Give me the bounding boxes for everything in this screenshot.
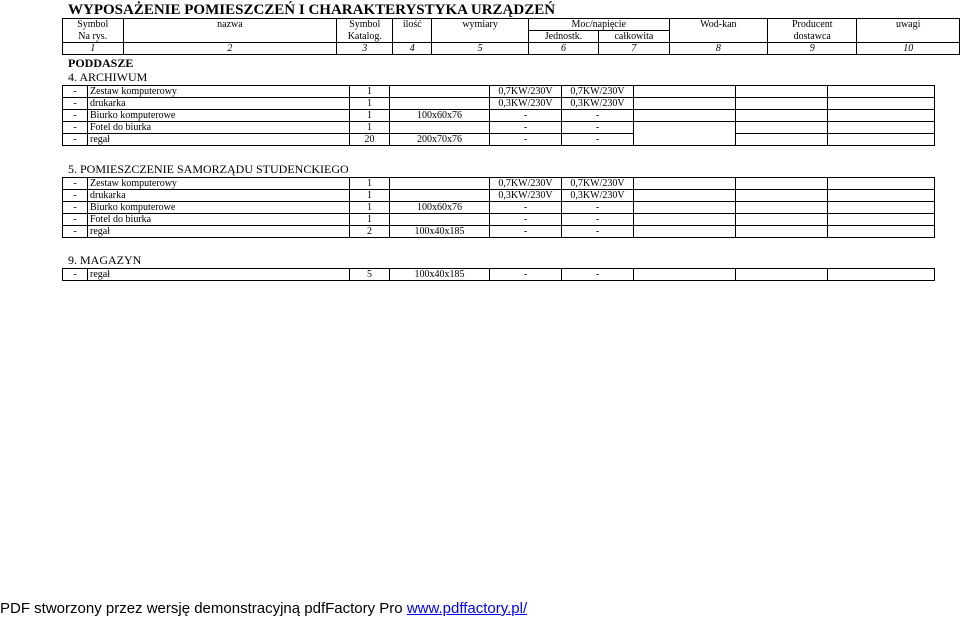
item-producent [736,98,828,110]
item-qty: 1 [350,110,390,122]
header-producent-line2: dostawca [768,31,857,43]
item-wodkan [634,226,736,238]
table-row [63,134,935,146]
column-number: 9 [768,43,857,55]
item-total-power: - [562,269,634,281]
item-total-power: - [562,202,634,214]
section-title-archiwum: 4. ARCHIWUM [68,70,148,84]
item-total-power: - [562,226,634,238]
item-uwagi [828,98,935,110]
item-unit-power: - [490,134,562,146]
item-total-power: 0,7KW/230V [562,86,634,98]
header-wymiary: wymiary [432,19,529,31]
item-uwagi [828,122,935,134]
item-qty: 1 [350,190,390,202]
header-symbol-line2: Na rys. [63,31,124,43]
section-table-samorzad [62,177,935,238]
item-name: Fotel do biurka [88,122,350,134]
column-number: 2 [123,43,337,55]
item-unit-power: - [490,214,562,226]
item-wodkan [634,178,736,190]
item-unit-power: - [490,269,562,281]
table-row [63,86,935,98]
item-total-power: 0,3KW/230V [562,98,634,110]
item-unit-power: 0,3KW/230V [490,98,562,110]
footer-watermark [0,600,527,617]
item-producent [736,214,828,226]
item-name: Biurko komputerowe [88,110,350,122]
section-title-magazyn: 9. MAGAZYN [68,253,142,267]
header-moc: Moc/napięcie [528,19,669,31]
row-dash: - [63,86,88,98]
item-uwagi [828,86,935,98]
item-wodkan [634,110,736,122]
row-dash: - [63,134,88,146]
item-dims: 100x60x76 [390,202,490,214]
item-unit-power: 0,7KW/230V [490,86,562,98]
table-row [63,190,935,202]
item-total-power: 0,3KW/230V [562,190,634,202]
item-uwagi [828,202,935,214]
section-title-samorzad: 5. POMIESZCZENIE SAMORZĄDU STUDENCKIEGO [68,162,349,176]
item-producent [736,110,828,122]
item-total-power: - [562,134,634,146]
table-row [63,214,935,226]
item-uwagi [828,134,935,146]
header-nazwa: nazwa [123,19,337,31]
item-unit-power: - [490,226,562,238]
item-producent [736,202,828,214]
column-number: 6 [528,43,598,55]
item-name: Zestaw komputerowy [88,178,350,190]
footer-text: PDF stworzony przez wersję demonstracyjną pdfFactory Pro [0,600,407,617]
item-name: regał [88,269,350,281]
header-ilosc: ilość [393,19,432,31]
item-name: Fotel do biurka [88,214,350,226]
header-table [62,18,960,55]
item-wodkan [634,86,736,98]
item-wodkan [634,214,736,226]
row-dash: - [63,178,88,190]
table-row [63,269,935,281]
header-moc-calkowita: całkowita [599,31,669,43]
item-unit-power: - [490,110,562,122]
header-symbol-katalog: Symbol [337,19,393,31]
item-name: Biurko komputerowe [88,202,350,214]
item-qty: 1 [350,178,390,190]
item-qty: 1 [350,202,390,214]
item-dims [390,190,490,202]
item-dims [390,86,490,98]
item-producent [736,122,828,134]
item-unit-power: - [490,202,562,214]
item-uwagi [828,214,935,226]
item-dims [390,122,490,134]
table-row [63,98,935,110]
row-dash: - [63,214,88,226]
item-dims [390,214,490,226]
item-uwagi [828,110,935,122]
header-wodkan-empty [669,31,768,43]
column-number: 4 [393,43,432,55]
item-name: Zestaw komputerowy [88,86,350,98]
header-wodkan: Wod-kan [669,19,768,31]
column-number: 3 [337,43,393,55]
group-label: PODDASZE [68,56,134,70]
row-dash: - [63,226,88,238]
item-wodkan [634,98,736,110]
header-moc-jednostk: Jednostk. [528,31,598,43]
column-number: 5 [432,43,529,55]
table-row [63,202,935,214]
column-number: 8 [669,43,768,55]
item-producent [736,86,828,98]
item-wodkan [634,269,736,281]
column-number: 7 [599,43,669,55]
item-producent [736,226,828,238]
document-title: WYPOSAŻENIE POMIESZCZEŃ I CHARAKTERYSTYKA URZĄDZEŃ [68,2,556,18]
header-uwagi-empty [857,31,960,43]
item-total-power: - [562,214,634,226]
row-dash: - [63,98,88,110]
table-row [63,178,935,190]
section-table-archiwum [62,85,935,146]
item-producent [736,134,828,146]
item-producent [736,178,828,190]
header-producent: Producent [768,19,857,31]
item-unit-power: 0,7KW/230V [490,178,562,190]
header-uwagi: uwagi [857,19,960,31]
row-dash: - [63,202,88,214]
item-total-power: - [562,110,634,122]
header-nazwa-empty [123,31,337,43]
footer-link[interactable]: www.pdffactory.pl/ [406,600,528,617]
column-number: 10 [857,43,960,55]
item-uwagi [828,178,935,190]
item-total-power: 0,7KW/230V [562,178,634,190]
item-wodkan [634,202,736,214]
item-wodkan [634,190,736,202]
item-dims [390,178,490,190]
item-qty: 1 [350,122,390,134]
header-symbol: Symbol [63,19,124,31]
item-dims: 100x40x185 [390,269,490,281]
item-qty: 1 [350,86,390,98]
item-dims: 100x60x76 [390,110,490,122]
item-producent [736,190,828,202]
section-table-magazyn [62,268,935,281]
item-qty: 20 [350,134,390,146]
header-ilosc-empty [393,31,432,43]
table-row [63,226,935,238]
header-symbol-katalog-line2: Katalog. [337,31,393,43]
item-uwagi [828,226,935,238]
table-row [63,122,935,134]
header-wymiary-empty [432,31,529,43]
item-qty: 1 [350,98,390,110]
item-unit-power: - [490,122,562,134]
item-wodkan [634,122,736,146]
row-dash: - [63,190,88,202]
item-uwagi [828,190,935,202]
item-total-power: - [562,122,634,134]
item-qty: 5 [350,269,390,281]
table-row [63,110,935,122]
row-dash: - [63,110,88,122]
item-unit-power: 0,3KW/230V [490,190,562,202]
item-dims: 100x40x185 [390,226,490,238]
row-dash: - [63,269,88,281]
item-name: regał [88,134,350,146]
item-uwagi [828,269,935,281]
item-qty: 2 [350,226,390,238]
item-dims [390,98,490,110]
item-producent [736,269,828,281]
column-number: 1 [63,43,124,55]
item-name: drukarka [88,190,350,202]
item-name: regał [88,226,350,238]
item-qty: 1 [350,214,390,226]
item-name: drukarka [88,98,350,110]
item-dims: 200x70x76 [390,134,490,146]
row-dash: - [63,122,88,134]
